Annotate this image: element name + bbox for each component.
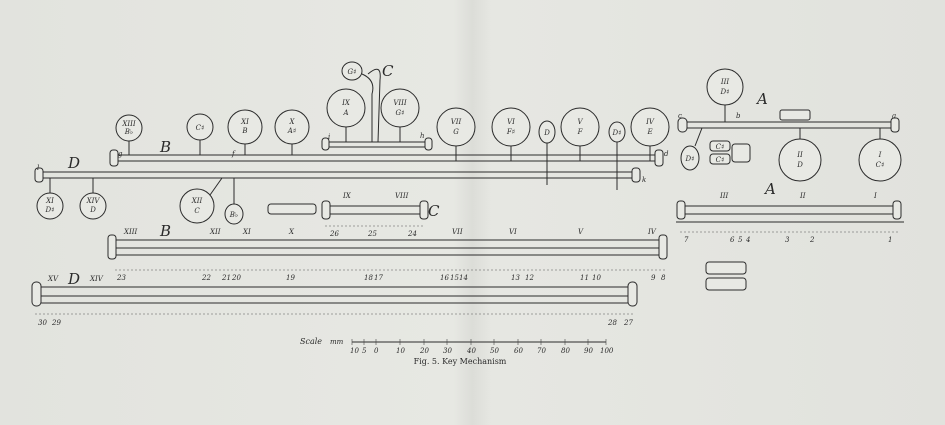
key-cup-i <box>859 139 901 181</box>
d-sharp-small-label: D♯ <box>612 129 622 137</box>
key-vi-note: F♯ <box>506 128 516 136</box>
rod-letter-c: C <box>382 62 394 80</box>
key-cup-iii <box>707 69 743 105</box>
pos-30: 30 <box>38 319 47 327</box>
scale-tick-2: 0 <box>374 347 379 355</box>
pos-11: 11 <box>580 274 589 282</box>
scale-tick-5: 30 <box>443 347 452 355</box>
key-vii-id: VII <box>450 118 462 126</box>
figure-caption: Fig. 5. Key Mechanism <box>413 357 507 366</box>
pos-10: 10 <box>592 274 601 282</box>
key-x-note: A♯ <box>287 127 297 135</box>
key-c-sharp-note: C♯ <box>195 124 205 132</box>
pos-17: 17 <box>374 274 383 282</box>
g-sharp-label: G♯ <box>347 68 357 76</box>
pos-13: 13 <box>511 274 520 282</box>
pos-27: 27 <box>624 319 633 327</box>
key-viii-note: G♯ <box>395 109 405 117</box>
key-ii-note: D <box>797 161 803 169</box>
key-cup-ix <box>327 89 365 127</box>
side-b-vi: VI <box>509 228 517 236</box>
side-d-xiv: XIV <box>90 275 103 283</box>
key-iii-id: III <box>720 78 730 86</box>
key-xiii-id: XIII <box>122 120 136 128</box>
label-c: c <box>678 112 682 120</box>
key-xi-id: XI <box>241 118 249 126</box>
side-c-ix: IX <box>343 192 351 200</box>
key-xi-note: B <box>242 127 248 135</box>
scale-label: Scale <box>300 337 323 346</box>
side-b-iv: IV <box>648 228 656 236</box>
side-d-xv: XV <box>48 275 59 283</box>
rod-letter-b: B <box>160 138 172 156</box>
scale-tick-3: 10 <box>396 347 405 355</box>
key-iv-note: E <box>647 128 653 136</box>
key-i-note: C♯ <box>875 161 885 169</box>
pos-6: 6 <box>730 236 735 244</box>
label-k: k <box>642 176 647 184</box>
key-ix-id: IX <box>342 99 350 107</box>
key-i-id: I <box>878 151 882 159</box>
pos-4: 4 <box>746 236 751 244</box>
pos-23: 23 <box>117 274 126 282</box>
key-xiii-note: B♭ <box>124 128 134 136</box>
pos-24: 24 <box>408 230 417 238</box>
side-letter-c: C <box>428 202 440 220</box>
key-cup-ii <box>779 139 821 181</box>
side-b-vii: VII <box>452 228 463 236</box>
pos-20: 20 <box>232 274 241 282</box>
c-sharp-lever-a-label: C♯ <box>715 143 725 151</box>
key-cup-iv <box>631 108 669 146</box>
scale-tick-1: 5 <box>362 347 367 355</box>
pos-19: 19 <box>286 274 295 282</box>
side-a-iii: III <box>720 192 729 200</box>
scale-tick-4: 20 <box>420 347 429 355</box>
pos-7: 7 <box>684 236 689 244</box>
key-cup-vii <box>437 108 475 146</box>
pos-9: 9 <box>651 274 656 282</box>
pos-12: 12 <box>525 274 534 282</box>
key-v-note: F <box>577 128 583 136</box>
pos-16: 16 <box>440 274 449 282</box>
label-l: l <box>37 164 40 172</box>
side-b-xiii: XIII <box>124 228 138 236</box>
pos-22: 22 <box>202 274 211 282</box>
pos-5: 5 <box>738 236 743 244</box>
side-view-b <box>108 222 667 282</box>
rod-letter-d: D <box>68 154 81 172</box>
label-f: f <box>232 150 235 158</box>
pos-29: 29 <box>52 319 61 327</box>
pos-28: 28 <box>608 319 617 327</box>
side-c-viii: VIII <box>395 192 409 200</box>
scale-tick-0: 10 <box>350 347 359 355</box>
pos-15: 15 <box>450 274 459 282</box>
side-b-v: V <box>578 228 584 236</box>
c-sharp-lever-b-label: C♯ <box>715 156 725 164</box>
label-i: i <box>328 133 331 141</box>
side-b-x: X <box>289 228 294 236</box>
key-ii-id: II <box>797 151 803 159</box>
pos-8: 8 <box>661 274 666 282</box>
key-cup-v <box>561 108 599 146</box>
key-xi-ds-id: XI <box>46 197 54 205</box>
scale-tick-9: 70 <box>537 347 546 355</box>
d-lever-label: D <box>544 129 550 137</box>
label-h: h <box>420 132 425 140</box>
key-vi-id: VI <box>507 118 515 126</box>
scale-tick-8: 60 <box>514 347 523 355</box>
d-sharp-lever-a-label: D♯ <box>685 155 695 163</box>
key-ix-note: A <box>343 109 349 117</box>
scale-unit: mm <box>330 338 344 346</box>
pos-1: 1 <box>888 236 893 244</box>
key-xiv-id: XIV <box>86 197 100 205</box>
pos-26: 26 <box>330 230 339 238</box>
label-d: d <box>664 150 669 158</box>
side-letter-b: B <box>160 222 172 240</box>
rod-letter-a: A <box>757 90 768 108</box>
scale-tick-10: 80 <box>561 347 570 355</box>
side-b-xii: XII <box>210 228 221 236</box>
scale-bar <box>300 337 614 355</box>
key-xiv-note: D <box>90 206 96 214</box>
key-cup-vi <box>492 108 530 146</box>
key-iii-note: D♯ <box>720 88 730 96</box>
label-b: b <box>736 112 741 120</box>
scale-tick-6: 40 <box>467 347 476 355</box>
scale-tick-12: 100 <box>600 347 614 355</box>
top-view <box>35 62 901 224</box>
pos-18: 18 <box>364 274 373 282</box>
key-vii-note: G <box>453 128 459 136</box>
key-xi-ds-note: D♯ <box>45 206 55 214</box>
side-letter-d: D <box>68 270 81 288</box>
label-a: a <box>892 112 897 120</box>
key-x-id: X <box>289 118 295 126</box>
pos-14: 14 <box>459 274 468 282</box>
scale-tick-11: 90 <box>584 347 593 355</box>
side-a-i: I <box>874 192 877 200</box>
side-letter-a: A <box>765 180 776 198</box>
pos-2: 2 <box>810 236 815 244</box>
side-b-xi: XI <box>243 228 251 236</box>
side-a-ii: II <box>800 192 806 200</box>
side-view-a <box>676 180 904 290</box>
label-g: g <box>118 150 123 158</box>
key-v-id: V <box>577 118 583 126</box>
key-cup-viii <box>381 89 419 127</box>
key-cup-xii <box>180 189 214 223</box>
pos-25: 25 <box>368 230 377 238</box>
pos-21: 21 <box>222 274 231 282</box>
key-xii-id: XII <box>191 197 203 205</box>
b-flat-label: B♭ <box>229 211 239 219</box>
key-xii-note: C <box>194 207 200 215</box>
scale-tick-7: 50 <box>490 347 499 355</box>
key-viii-id: VIII <box>393 99 407 107</box>
key-iv-id: IV <box>646 118 654 126</box>
pos-3: 3 <box>785 236 790 244</box>
